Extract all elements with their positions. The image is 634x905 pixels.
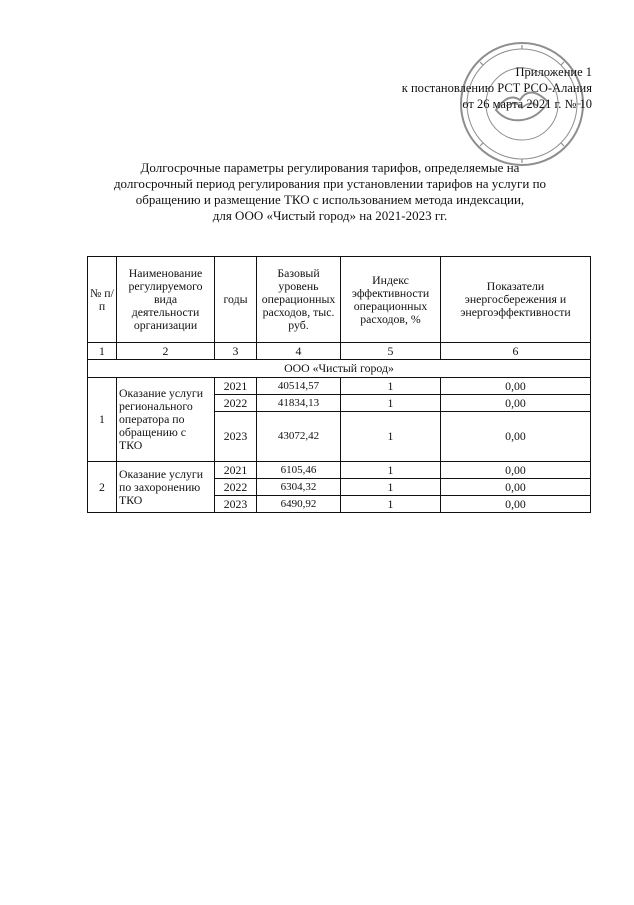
organization-name: ООО «Чистый город» [88, 360, 591, 378]
base-level-cell: 41834,13 [257, 395, 341, 412]
header-years: годы [215, 257, 257, 343]
base-level-cell: 43072,42 [257, 412, 341, 462]
base-level-cell: 40514,57 [257, 378, 341, 395]
table-row [88, 462, 591, 479]
service-name: Оказание услуги регионального оператора по обращению с ТКО [117, 378, 215, 462]
energy-cell: 0,00 [441, 412, 591, 462]
column-number: 5 [341, 343, 441, 360]
base-level-cell: 6105,46 [257, 462, 341, 479]
column-number-row [88, 343, 591, 360]
organization-row [88, 360, 591, 378]
row-number: 1 [88, 378, 117, 462]
energy-cell: 0,00 [441, 479, 591, 496]
header-efficiency-index: Индекс эффективности операционных расходов, % [341, 257, 441, 343]
document-title [70, 160, 590, 224]
year-cell: 2022 [215, 479, 257, 496]
index-cell: 1 [341, 496, 441, 513]
year-cell: 2023 [215, 412, 257, 462]
header-energy-indicators: Показатели энергосбережения и энергоэффективности [441, 257, 591, 343]
energy-cell: 0,00 [441, 462, 591, 479]
year-cell: 2021 [215, 378, 257, 395]
year-cell: 2023 [215, 496, 257, 513]
column-number: 1 [88, 343, 117, 360]
header-activity: Наименование регулируемого вида деятельности организации [117, 257, 215, 343]
energy-cell: 0,00 [441, 496, 591, 513]
index-cell: 1 [341, 479, 441, 496]
appendix-title: Приложение 1 [515, 65, 592, 79]
tariff-parameters-table [87, 256, 591, 513]
title-line: долгосрочный период регулирования при установлении тарифов на услуги по [113, 176, 547, 191]
title-line: обращению и размещение ТКО с использованием метода индексации, [135, 192, 525, 207]
column-number: 4 [257, 343, 341, 360]
table-row [88, 378, 591, 395]
index-cell: 1 [341, 412, 441, 462]
appendix-date: от 26 марта 2021 г. № 10 [462, 97, 592, 111]
base-level-cell: 6304,32 [257, 479, 341, 496]
index-cell: 1 [341, 395, 441, 412]
header-no: № п/п [88, 257, 117, 343]
energy-cell: 0,00 [441, 395, 591, 412]
column-number: 2 [117, 343, 215, 360]
title-line: для ООО «Чистый город» на 2021-2023 гг. [212, 208, 448, 223]
service-name: Оказание услуги по захоронению ТКО [117, 462, 215, 513]
appendix-resolution: к постановлению РСТ РСО-Алания [401, 81, 592, 95]
row-number: 2 [88, 462, 117, 513]
energy-cell: 0,00 [441, 378, 591, 395]
year-cell: 2022 [215, 395, 257, 412]
official-seal-stamp [458, 40, 586, 168]
index-cell: 1 [341, 378, 441, 395]
title-line: Долгосрочные параметры регулирования тарифов, определяемые на [140, 160, 520, 175]
header-row [88, 257, 591, 343]
column-number: 6 [441, 343, 591, 360]
index-cell: 1 [341, 462, 441, 479]
base-level-cell: 6490,92 [257, 496, 341, 513]
column-number: 3 [215, 343, 257, 360]
year-cell: 2021 [215, 462, 257, 479]
header-base-level: Базовый уровень операционных расходов, тыс. руб. [257, 257, 341, 343]
